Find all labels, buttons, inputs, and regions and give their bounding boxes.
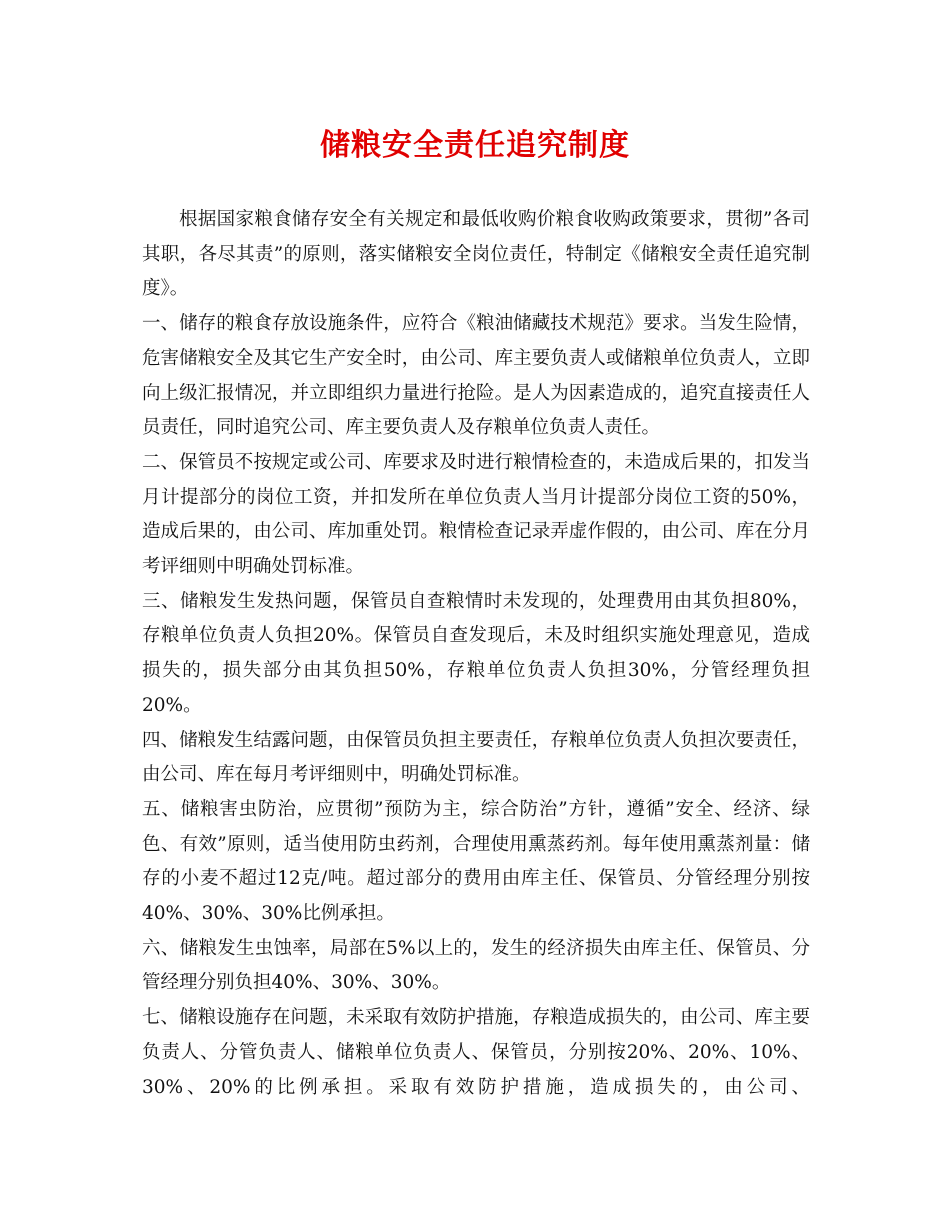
intro-paragraph: 根据国家粮食储存安全有关规定和最低收购价粮食收购政策要求，贯彻”各司其职，各尽其责”的原则，落实储粮安全岗位责任，特制定《储粮安全责任追究制度》。: [142, 209, 810, 300]
clause-6: 六、储粮发生虫蚀率，局部在5%以上的，发生的经济损失由库主任、保管员、分管经理分别负担40%、30%、30%。: [142, 937, 810, 994]
document-body: [142, 203, 810, 1105]
document-title: 储粮安全责任追究制度: [320, 128, 630, 163]
clause-7: 七、储粮设施存在问题，未采取有效防护措施，存粮造成损失的，由公司、库主要负责人、分管负责人、储粮单位负责人、保管员，分别按20%、20%、10%、30%、20%的比例承担。采取有效防护措施，造成损失的，由公司、: [142, 1007, 810, 1098]
clause-3: 三、储粮发生发热问题，保管员自查粮情时未发现的，处理费用由其负担80%，存粮单位负责人负担20%。保管员自查发现后，未及时组织实施处理意见，造成损失的，损失部分由其负担50%，存粮单位负责人负担30%，分管经理负担20%。: [142, 590, 810, 716]
clause-1: 一、储存的粮食存放设施条件，应符合《粮油储藏技术规范》要求。当发生险情，危害储粮安全及其它生产安全时，由公司、库主要负责人或储粮单位负责人，立即向上级汇报情况，并立即组织力量进行抢险。是人为因素造成的，追究直接责任人员责任，同时追究公司、库主要负责人及存粮单位负责人责任。: [142, 313, 810, 439]
clause-2: 二、保管员不按规定或公司、库要求及时进行粮情检查的，未造成后果的，扣发当月计提部分的岗位工资，并扣发所在单位负责人当月计提部分岗位工资的50%，造成后果的，由公司、库加重处罚。粮情检查记录弄虚作假的，由公司、库在分月考评细则中明确处罚标准。: [142, 451, 810, 578]
clause-4: 四、储粮发生结露问题，由保管员负担主要责任，存粮单位负责人负担次要责任，由公司、库在每月考评细则中，明确处罚标准。: [142, 729, 810, 786]
clause-5: 五、储粮害虫防治，应贯彻”预防为主，综合防治”方针，遵循”安全、经济、绿色、有效”原则，适当使用防虫药剂，合理使用熏蒸药剂。每年使用熏蒸剂量：储存的小麦不超过12克/吨。超过部分的费用由库主任、保管员、分管经理分别按40%、30%、30%比例承担。: [142, 798, 810, 925]
